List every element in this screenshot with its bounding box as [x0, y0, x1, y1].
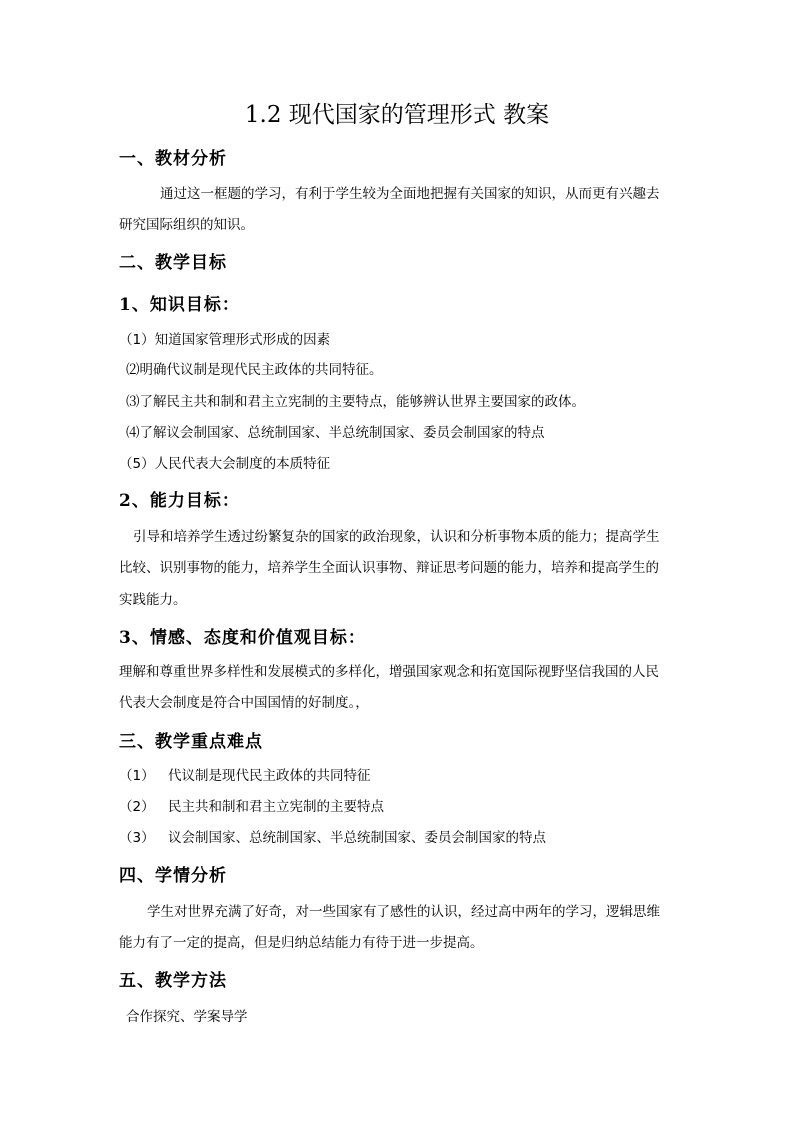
document-title: 1.2 现代国家的管理形式 教案 — [244, 102, 550, 128]
list-item: ⑵明确代议制是现代民主政体的共同特征。 — [126, 362, 383, 378]
list-item: 代议制是现代民主政体的共同特征 — [168, 768, 371, 784]
list-item: （1）知道国家管理形式形成的因素 — [119, 332, 331, 348]
paragraph-line: 实践能力。 — [119, 592, 187, 608]
paragraph-line: 能力有了一定的提高，但是归纳总结能力有待于进一步提高。 — [119, 935, 484, 951]
list-item-number: （1） — [119, 768, 155, 784]
paragraph-line: 研究国际组织的知识。 — [119, 217, 254, 233]
heading-learner-analysis: 四、学情分析 — [119, 866, 227, 886]
paragraph-line: 合作探究、学案导学 — [126, 1009, 248, 1025]
paragraph-line: 引导和培养学生透过纷繁复杂的国家的政治现象，认识和分析事物本质的能力；提高学生 — [133, 529, 660, 545]
paragraph-line: 通过这一框题的学习，有利于学生较为全面地把握有关国家的知识，从而更有兴趣去 — [160, 186, 660, 202]
list-item-number: （3） — [119, 830, 155, 846]
paragraph-line: 代表大会制度是符合中国国情的好制度。， — [119, 695, 369, 711]
heading-ability-goals: 2、能力目标： — [119, 491, 240, 511]
paragraph-line: 理解和尊重世界多样性和发展模式的多样化，增强国家观念和拓宽国际视野坚信我国的人民 — [119, 664, 659, 680]
paragraph-line: 学生对世界充满了好奇，对一些国家有了感性的认识，经过高中两年的学习，逻辑思维 — [147, 904, 660, 920]
list-item: ⑶了解民主共和制和君主立宪制的主要特点，能够辨认世界主要国家的政体。 — [126, 394, 585, 410]
paragraph-line: 比较、识别事物的能力，培养学生全面认识事物、辩证思考问题的能力，培养和提高学生的 — [119, 560, 659, 576]
list-item: ⑷了解议会制国家、总统制国家、半总统制国家、委员会制国家的特点 — [126, 425, 545, 441]
heading-textbook-analysis: 一、教材分析 — [119, 149, 227, 169]
list-item-number: （2） — [119, 799, 155, 815]
heading-teaching-goals: 二、教学目标 — [119, 253, 227, 273]
heading-emotion-goals: 3、情感、态度和价值观目标： — [119, 628, 366, 648]
heading-knowledge-goals: 1、知识目标： — [119, 295, 240, 315]
list-item: （5）人民代表大会制度的本质特征 — [119, 456, 331, 472]
list-item: 议会制国家、总统制国家、半总统制国家、委员会制国家的特点 — [168, 830, 546, 846]
heading-teaching-methods: 五、教学方法 — [119, 971, 227, 991]
list-item: 民主共和制和君主立宪制的主要特点 — [168, 799, 384, 815]
heading-key-points: 三、教学重点难点 — [119, 732, 263, 752]
